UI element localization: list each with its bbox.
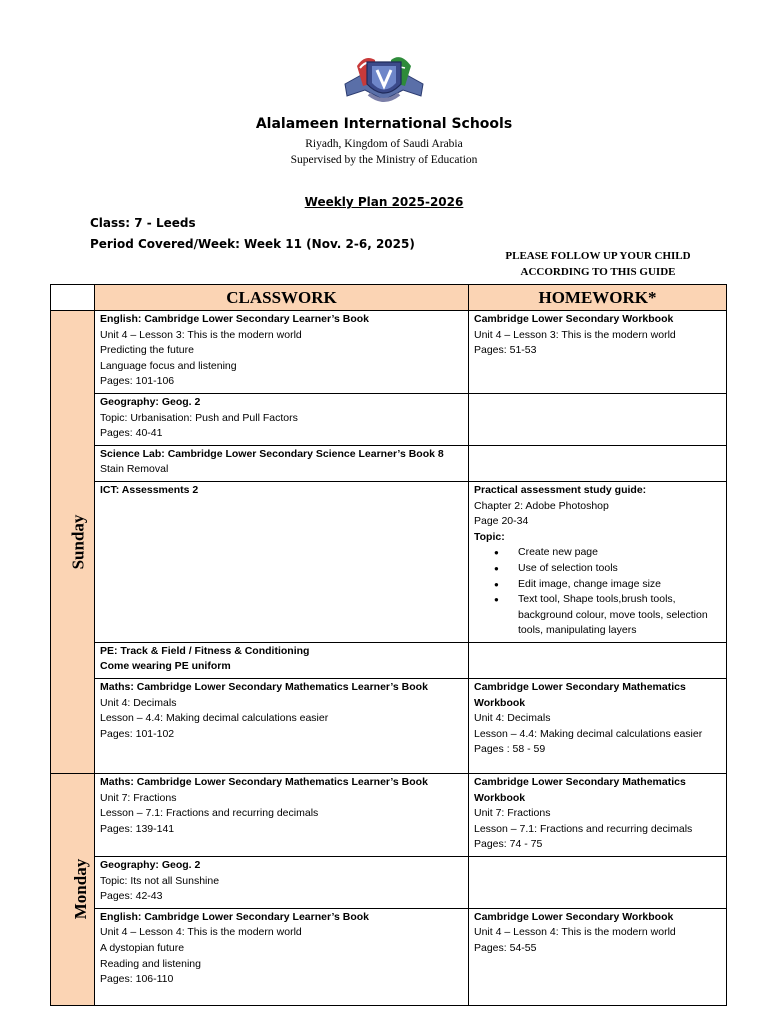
day-label: Sunday (68, 514, 88, 570)
classwork-line: Topic: Urbanisation: Push and Pull Factors (100, 411, 298, 424)
subject-title: Geography: Geog. 2 (100, 859, 201, 872)
homework-line: Unit 4 – Lesson 3: This is the modern world (474, 328, 676, 341)
list-item: ● Use of selection tools (474, 561, 721, 577)
classwork-line: Unit 4 – Lesson 4: This is the modern world (100, 926, 302, 939)
table-row (51, 642, 727, 678)
classwork-line: A dystopian future (100, 942, 185, 954)
subject-title: English: Cambridge Lower Secondary Learner’s Book (100, 313, 369, 325)
homework-title: Cambridge Lower Secondary Mathematics Workbook (474, 681, 686, 709)
homework-line: Pages: 74 - 75 (474, 838, 543, 851)
school-logo (343, 46, 425, 112)
subject-title: Maths: Cambridge Lower Secondary Mathematics Learner’s Book (100, 776, 428, 789)
class-label: Class: 7 - Leeds (90, 216, 196, 230)
homework-line: Pages: 54-55 (474, 942, 537, 954)
classwork-line: Lesson – 4.4: Making decimal calculations easier (100, 712, 329, 725)
subject-note: Come wearing PE uniform (100, 660, 231, 673)
classwork-line: Reading and listening (100, 957, 201, 970)
homework-cell (469, 393, 727, 445)
subject-title: PE: Track & Field / Fitness & Conditioning (100, 644, 310, 657)
list-item: ● Text tool, Shape tools,brush tools, background colour, move tools, selection tools, manipulating layers (474, 592, 721, 639)
classwork-cell (95, 642, 469, 678)
classwork-line: Unit 7: Fractions (100, 791, 177, 804)
homework-subtitle: Topic: (474, 530, 505, 543)
homework-line: Unit 4: Decimals (474, 712, 551, 725)
homework-cell (469, 445, 727, 481)
homework-cell (469, 311, 727, 394)
subject-title: Maths: Cambridge Lower Secondary Mathematics Learner’s Book (100, 681, 428, 694)
homework-title: Practical assessment study guide: (474, 483, 647, 496)
plan-title: Weekly Plan 2025-2026 (304, 195, 464, 209)
notice-line: ACCORDING TO THIS GUIDE (520, 266, 676, 278)
classwork-cell (95, 908, 469, 1005)
table-row (51, 393, 727, 445)
classwork-cell (95, 445, 469, 481)
classwork-cell (95, 481, 469, 642)
subject-title: Geography: Geog. 2 (100, 395, 201, 408)
homework-line: Lesson – 4.4: Making decimal calculations easier (474, 727, 703, 740)
homework-line: Unit 4 – Lesson 4: This is the modern world (474, 926, 676, 939)
classwork-line: Language focus and listening (100, 359, 237, 372)
table-header-row (51, 285, 727, 311)
school-supervision: Supervised by the Ministry of Education (290, 154, 478, 166)
day-cell-monday (51, 774, 95, 1006)
homework-cell (469, 857, 727, 909)
subject-title: ICT: Assessments 2 (100, 483, 199, 496)
homework-line: Unit 7: Fractions (474, 807, 551, 820)
table-row (51, 679, 727, 774)
homework-line: Lesson – 7.1: Fractions and recurring decimals (474, 822, 693, 835)
table-row (51, 908, 727, 1005)
homework-line: Page 20-34 (474, 515, 529, 528)
table-row (51, 481, 727, 642)
homework-cell (469, 642, 727, 678)
list-item: ● Create new page (474, 545, 721, 561)
classwork-header: CLASSWORK (95, 285, 469, 311)
homework-line: Chapter 2: Adobe Photoshop (474, 499, 609, 512)
classwork-line: Stain Removal (100, 463, 169, 476)
classwork-line: Pages: 139-141 (100, 822, 175, 835)
classwork-line: Topic: Its not all Sunshine (100, 874, 220, 887)
homework-header: HOMEWORK* (469, 285, 727, 311)
classwork-cell (95, 393, 469, 445)
table-row (51, 311, 727, 394)
homework-line: Pages : 58 - 59 (474, 743, 546, 756)
classwork-cell (95, 857, 469, 909)
classwork-line: Pages: 40-41 (100, 427, 163, 440)
day-cell-sunday (51, 311, 95, 774)
topic-list (474, 545, 721, 639)
follow-up-notice (488, 248, 708, 280)
day-label: Monday (71, 859, 91, 920)
subject-title: English: Cambridge Lower Secondary Learner’s Book (100, 910, 369, 923)
homework-cell (469, 908, 727, 1005)
classwork-line: Unit 4 – Lesson 3: This is the modern world (100, 328, 302, 341)
school-location: Riyadh, Kingdom of Saudi Arabia (305, 138, 463, 150)
table-row (51, 857, 727, 909)
homework-cell (469, 481, 727, 642)
weekly-plan-table (50, 284, 727, 1006)
classwork-line: Pages: 42-43 (100, 890, 163, 903)
homework-title: Cambridge Lower Secondary Workbook (474, 910, 674, 923)
homework-cell (469, 679, 727, 774)
classwork-line: Pages: 101-106 (100, 375, 175, 388)
classwork-line: Unit 4: Decimals (100, 696, 177, 709)
table-row (51, 445, 727, 481)
classwork-line: Pages: 101-102 (100, 727, 175, 740)
homework-cell (469, 774, 727, 857)
classwork-cell (95, 774, 469, 857)
corner-cell (51, 285, 95, 311)
list-item: ● Edit image, change image size (474, 577, 721, 593)
school-name: Alalameen International Schools (255, 116, 513, 132)
classwork-cell (95, 679, 469, 774)
classwork-line: Lesson – 7.1: Fractions and recurring decimals (100, 807, 319, 820)
notice-line: PLEASE FOLLOW UP YOUR CHILD (505, 250, 691, 262)
homework-title: Cambridge Lower Secondary Workbook (474, 313, 674, 325)
table-row (51, 774, 727, 857)
classwork-line: Predicting the future (100, 344, 194, 357)
homework-title: Cambridge Lower Secondary Mathematics Workbook (474, 776, 686, 804)
homework-line: Pages: 51-53 (474, 344, 537, 357)
classwork-line: Pages: 106-110 (100, 973, 174, 986)
classwork-cell (95, 311, 469, 394)
subject-title: Science Lab: Cambridge Lower Secondary Science Learner’s Book 8 (100, 447, 444, 460)
period-label: Period Covered/Week: Week 11 (Nov. 2-6, 2025) (90, 237, 415, 251)
